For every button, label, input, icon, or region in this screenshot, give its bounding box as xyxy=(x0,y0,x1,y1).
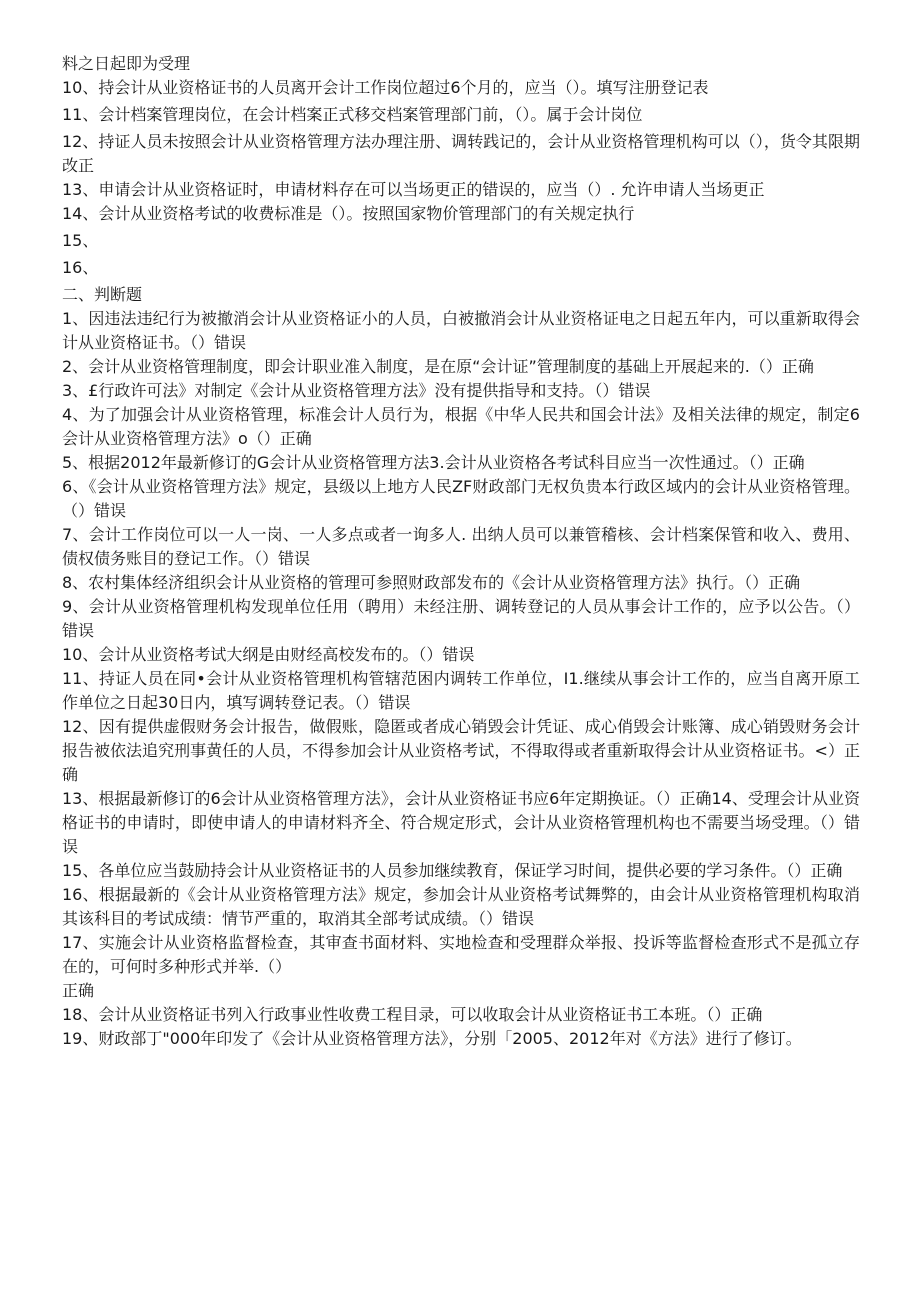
paragraph: 11、会计档案管理岗位，在会计档案正式移交档案管理部门前，（）。属于会计岗位 xyxy=(62,105,643,124)
paragraph: 料之日起即为受理 xyxy=(62,54,191,73)
paragraph: 3、£行政许可法》对制定《会计从业资格管理方法》没有提供指导和支持。（）错误 xyxy=(62,381,651,400)
section-heading: 二、判断题 xyxy=(62,285,143,304)
paragraph: 12、持证人员未按照会计从业资格管理方法办理注册、调转践记的，会计从业资格管理机构可以（），货令其限期改正 xyxy=(62,132,860,175)
paragraph: 10、会计从业资格考试大纲是由财经高校发布的。（）错误 xyxy=(62,645,475,664)
paragraph: 13、申请会计从业资格证时，申请材料存在可以当场更正的错误的，应当（）. 允许申请人当场更正 xyxy=(62,180,765,199)
paragraph: 19、财政部丁"000年印发了《会计从业资格管理方法》，分别「2005、2012年对《方法》进行了修订。 xyxy=(62,1029,802,1048)
paragraph: 15、 xyxy=(62,231,99,250)
paragraph: 9、会计从业资格管理机构发现单位任用（聘用）未经注册、调转登记的人员从事会计工作的，应予以公告。（）错误 xyxy=(62,597,860,640)
paragraph: 4、为了加强会计从业资格管理，标准会计人员行为，根据《中华人民共和国会计法》及相关法律的规定，制定6会计从业资格管理方法》o（）正确 xyxy=(62,405,860,448)
paragraph: 10、持会计从业资格证书的人员离开会计工作岗位超过6个月的，应当（）。填写注册登记表 xyxy=(62,78,709,97)
document-page xyxy=(62,52,860,1051)
paragraph: 12、因有提供虚假财务会计报告，做假账，隐匿或者成心销毁会计凭证、成心俏毁会计账簿、成心销毁财务会计报告被依法追究刑事黄任的人员，不得参加会计从业资格考试，不得取得或者重新取得会计从业资格证书。<）正确 xyxy=(62,717,860,784)
paragraph: 16、 xyxy=(62,258,99,277)
paragraph: 14、会计从业资格考试的收费标准是（）。按照国家物价管理部门的有关规定执行 xyxy=(62,204,635,223)
paragraph: 7、会计工作岗位可以一人一岗、一人多点或者一询多人. 出纳人员可以兼管稽核、会计档案保管和收入、费用、债权债务账目的登记工作。（）错误 xyxy=(62,525,860,568)
paragraph: 6、《会计从业资格管理方法》规定，县级以上地方人民ZF财政部门无权负贵本行政区域内的会计从业资格管理。（）错误 xyxy=(62,477,860,520)
paragraph: 11、持证人员在同•会计从业资格管理机构管辖范困内调转工作单位，I1.继续从事会计工作的，应当自离开原工作单位之日起30日内，填写调转登记表。（）错误 xyxy=(62,669,860,712)
paragraph: 18、会计从业资格证书列入行政事业性收费工程目录，可以收取会计从业资格证书工本班。（）正确 xyxy=(62,1005,763,1024)
paragraph: 13、根据最新修订的6会计从业资格管理方法》，会计从业资格证书应6年定期换证。（）正确14、受理会计从业资格证书的申请时，即使申请人的申请材料齐全、符合规定形式，会计从业资格管理机构也不需要当场受理。（）错误 xyxy=(62,789,860,856)
paragraph: 2、会计从业资格管理制度，即会计职业准入制度，是在原“会计证”管理制度的基础上开展起来的.（）正确 xyxy=(62,357,814,376)
paragraph: 5、根据2012年最新修订的G会计从业资格管理方法3.会计从业资格各考试科目应当一次性通过。（）正确 xyxy=(62,453,805,472)
paragraph: 17、实施会计从业资格监督检查，其审查书面材料、实地检查和受理群众举报、投诉等监督检查形式不是孤立存在的，可何时多种形式并举.（） xyxy=(62,933,860,976)
paragraph: 15、各单位应当鼓励持会计从业资格证书的人员参加继续教育，保证学习时间，提供必要的学习条件。（）正确 xyxy=(62,861,843,880)
paragraph: 正确 xyxy=(62,981,95,1000)
paragraph: 1、因违法违纪行为被撤消会计从业资格证小的人员，白被撤消会计从业资格证电之日起五年内，可以重新取得会计从业资格证书。（）错误 xyxy=(62,309,860,352)
paragraph: 8、农村集体经济组织会计从业资格的管理可参照财政部发布的《会计从业资格管理方法》执行。（）正确 xyxy=(62,573,801,592)
paragraph: 16、根据最新的《会计从业资格管理方法》规定，参加会计从业资格考试舞弊的，由会计从业资格管理机构取消其该科目的考试成绩：情节严重的，取消其全部考试成绩。（）错误 xyxy=(62,885,860,928)
